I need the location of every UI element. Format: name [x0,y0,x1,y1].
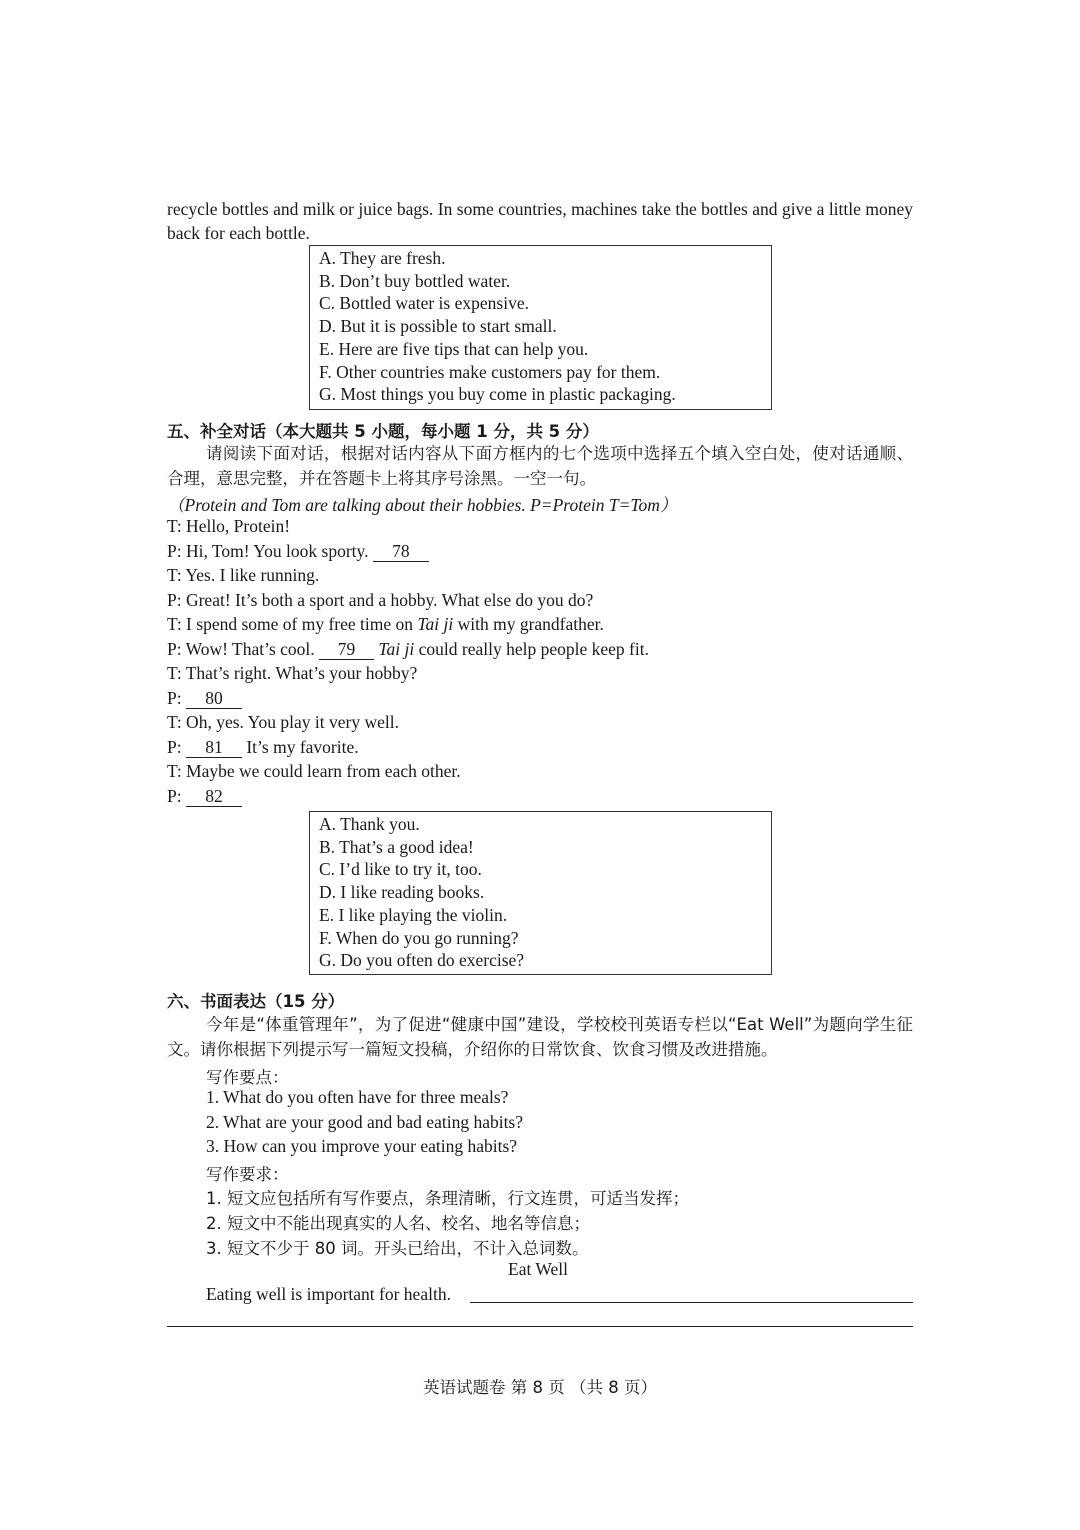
option-a: A. They are fresh. [319,248,446,268]
option-c: C. Bottled water is expensive. [319,293,529,314]
dialogue-text: P: [167,786,182,806]
dialogue-line-3: T: Yes. I like running. [167,565,320,585]
dialogue-line-2 [167,541,429,562]
blank-81[interactable]: 81 [186,738,242,758]
dialogue-line-6 [167,639,649,660]
dialogue-text: could really help people keep fit. [414,639,649,659]
taiji-term: Tai ji [417,614,454,634]
options-box-1 [309,245,772,410]
option-g: G. Do you often do exercise? [319,950,525,971]
dialogue-text: with my grandfather. [453,614,604,634]
requirement-1: 1. 短文应包括所有写作要点，条理清晰，行文连贯，可适当发挥； [206,1189,689,1208]
dialogue-line-11: T: Maybe we could learn from each other. [167,761,461,781]
dialogue-line-12 [167,786,242,807]
blank-79[interactable]: 79 [319,640,374,660]
option-d: D. But it is possible to start small. [319,316,557,337]
dialogue-text: T: I spend some of my free time on [167,614,418,634]
section-6-intro: 今年是“体重管理年”，为了促进“健康中国”建设，学校校刊英语专栏以“Eat Well”为题向学生征文。请你根据下列提示写一篇短文投稿，介绍你的日常饮食、饮食习惯及改进措施。 [167,1015,913,1059]
writing-line-2[interactable] [167,1326,913,1327]
option-g: G. Most things you buy come in plastic packaging. [319,384,676,405]
dialogue-line-5 [167,614,604,635]
taiji-term: Tai ji [378,639,415,659]
dialogue-line-7: T: That’s right. What’s your hobby? [167,663,418,683]
option-f: F. When do you go running? [319,927,519,948]
options-box-2 [309,811,772,975]
option-f: F. Other countries make customers pay for them. [319,361,661,382]
section-6-title: 六、书面表达（15 分） [167,992,345,1011]
option-e: E. Here are five tips that can help you. [319,338,589,359]
dialogue-line-4: P: Great! It’s both a sport and a hobby. What else do you do? [167,590,594,610]
dialogue-text: P: Wow! That’s cool. [167,639,315,659]
option-c: C. I’d like to try it, too. [319,859,482,880]
blank-80[interactable]: 80 [186,689,242,709]
section-5-title: 五、补全对话（本大题共 5 小题，每小题 1 分，共 5 分） [167,422,599,441]
dialogue-text: P: Hi, Tom! You look sporty. [167,541,369,561]
writing-line-1[interactable] [470,1302,913,1303]
dialogue-line-1: T: Hello, Protein! [167,516,291,536]
dialogue-text: It’s my favorite. [246,737,359,757]
dialogue-text: P: [167,688,182,708]
requirement-2: 2. 短文中不能出现真实的人名、校名、地名等信息； [206,1214,590,1233]
blank-78[interactable]: 78 [373,542,429,562]
dialogue-line-8 [167,688,242,709]
page-footer: 英语试题卷 第 8 页 （共 8 页） [423,1378,657,1397]
option-b: B. Don’t buy bottled water. [319,270,511,291]
essay-opening: Eating well is important for health. [206,1284,451,1304]
points-label: 写作要点： [206,1068,289,1087]
top-passage: recycle bottles and milk or juice bags. In some countries, machines take the bottles and give a little money back for each bottle. [167,199,913,243]
option-b: B. That’s a good idea! [319,836,474,857]
essay-title: Eat Well [508,1259,568,1279]
writing-point-3: 3. How can you improve your eating habits? [206,1136,518,1156]
option-d: D. I like reading books. [319,882,485,903]
dialogue-context: （Protein and Tom are talking about their hobbies. P=Protein T=Tom） [167,495,678,515]
section-5-instruction: 请阅读下面对话，根据对话内容从下面方框内的七个选项中选择五个填入空白处，使对话通顺、合理，意思完整，并在答题卡上将其序号涂黑。一空一句。 [167,444,913,488]
dialogue-text: P: [167,737,182,757]
option-a: A. Thank you. [319,814,420,834]
requirements-label: 写作要求： [206,1165,289,1184]
option-e: E. I like playing the violin. [319,904,508,925]
requirement-3: 3. 短文不少于 80 词。开头已给出，不计入总词数。 [206,1239,589,1258]
writing-point-2: 2. What are your good and bad eating habits? [206,1112,524,1132]
writing-point-1: 1. What do you often have for three meals? [206,1087,509,1107]
dialogue-line-9: T: Oh, yes. You play it very well. [167,712,399,732]
blank-82[interactable]: 82 [186,787,242,807]
dialogue-line-10 [167,737,359,758]
